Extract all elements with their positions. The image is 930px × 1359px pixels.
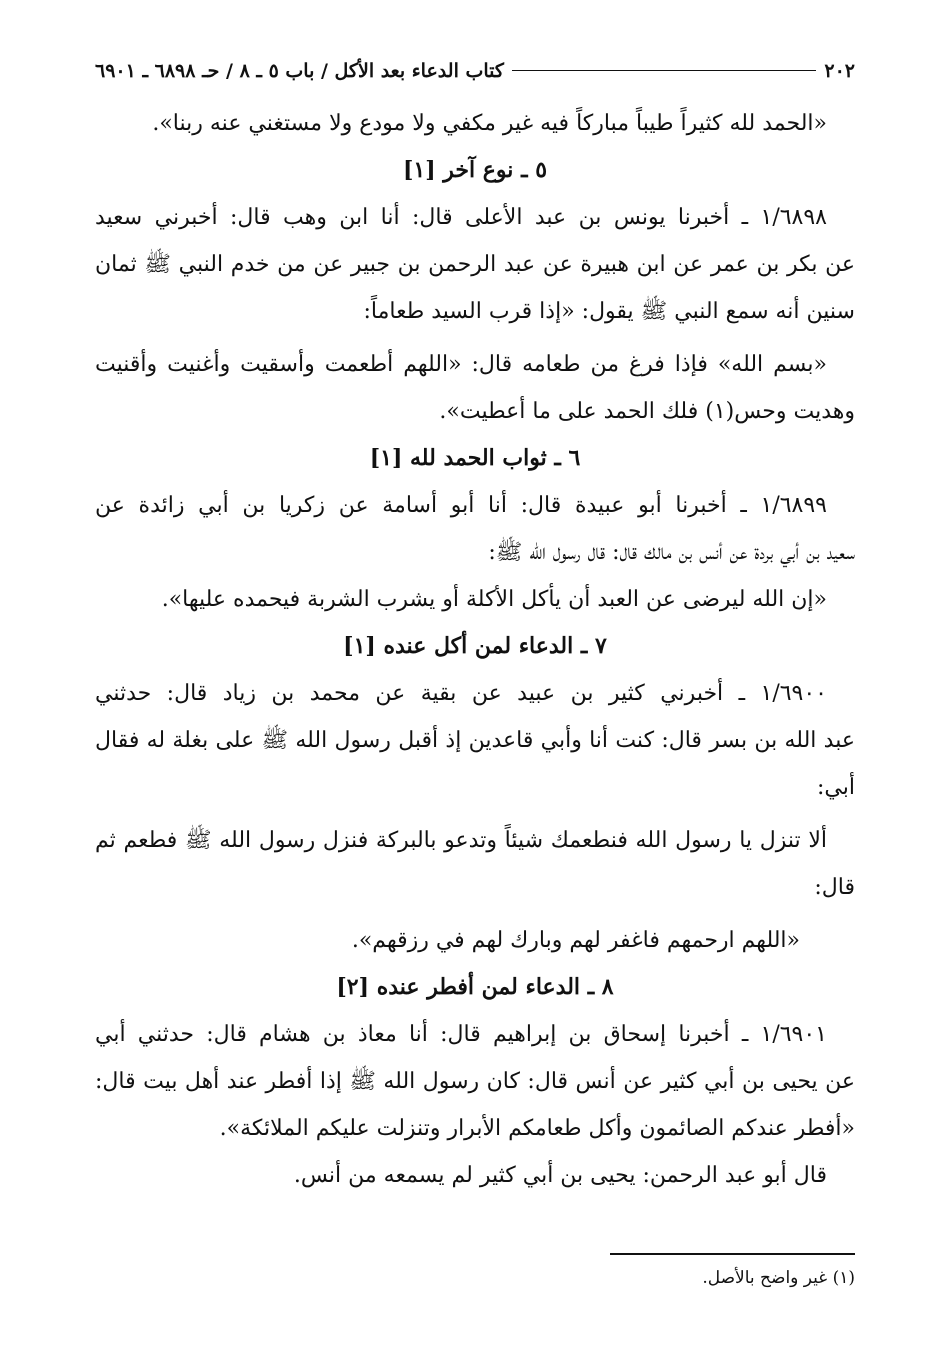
running-header bbox=[95, 60, 855, 94]
footnote-rule bbox=[610, 1253, 855, 1255]
hadith-6900-line: أبي: bbox=[817, 775, 855, 800]
section-heading-6: ٦ ـ ثواب الحمد لله [١] bbox=[369, 445, 581, 471]
hadith-6901-line: «أفطر عندكم الصائمون وأكل طعامكم الأبرار وتنزلت عليكم الملائكة». bbox=[219, 1116, 855, 1141]
hadith-6899-line: ١/٦٨٩٩ ـ أخبرنا أبو عبيدة قال: أنا أبو أسامة عن زكريا بن أبي زائدة عن bbox=[95, 493, 827, 518]
hadith-6900-line: ألا تنزل يا رسول الله فنطعمك شيئاً وتدعو بالبركة فنزل رسول الله ﷺ فطعم ثم bbox=[95, 828, 827, 853]
section-heading-8: ٨ ـ الدعاء لمن أفطر عنده [٢] bbox=[336, 974, 614, 1000]
header-rule bbox=[512, 70, 816, 71]
running-title: كتاب الدعاء بعد الأكل / باب ٥ ـ ٨ / حـ ٦٨٩٨ ـ ٦٩٠١ bbox=[95, 60, 504, 82]
hadith-6899-line: سعيد بن أبي بردة عن أنس بن مالك قال: قال رسول الله ﷺ: bbox=[488, 540, 855, 565]
section-heading-5: ٥ ـ نوع آخر [١] bbox=[402, 157, 548, 183]
hadith-6899-line: «إن الله ليرضى عن العبد أن يأكل الأكلة أو يشرب الشربة فيحمده عليها». bbox=[161, 587, 827, 612]
hadith-6900-line: قال: bbox=[814, 875, 855, 900]
hadith-6898-line: ١/٦٨٩٨ ـ أخبرنا يونس بن عبد الأعلى قال: أنا ابن وهب قال: أخبرني سعيد bbox=[95, 205, 827, 230]
hadith-6900-line: عبد الله بن بسر قال: كنت أنا وأبي قاعدين إذ أقبل رسول الله ﷺ على بغلة له فقال bbox=[95, 728, 855, 753]
hadith-6898-line: سنين أنه سمع النبي ﷺ يقول: «إذا قرب السيد طعاماً: bbox=[363, 299, 855, 324]
text-line: «الحمد لله كثيراً طيباً مباركاً فيه غير مكفي ولا مودع ولا مستغني عنه ربنا». bbox=[152, 111, 827, 136]
hadith-6898-line: عن بكر بن عمر عن ابن هبيرة عن عبد الرحمن بن جبير عن من خدم النبي ﷺ ثمان bbox=[95, 252, 855, 277]
hadith-6901-line: ١/٦٩٠١ ـ أخبرنا إسحاق بن إبراهيم قال: أنا معاذ بن هشام قال: حدثني أبي bbox=[95, 1022, 827, 1047]
footnote: (١) غير واضح بالأصل. bbox=[702, 1268, 855, 1288]
hadith-6900-line: «اللهم ارحمهم فاغفر لهم وبارك لهم في رزقهم». bbox=[351, 928, 800, 953]
hadith-6898-line: وهديت وحس(١) فلك الحمد على ما أعطيت». bbox=[439, 399, 855, 424]
hadith-6901-line: عن يحيى بن أبي كثير عن أنس قال: كان رسول الله ﷺ إذا أفطر عند أهل بيت قال: bbox=[95, 1069, 855, 1094]
section-heading-7: ٧ ـ الدعاء لمن أكل عنده [١] bbox=[343, 633, 607, 659]
author-comment-line: قال أبو عبد الرحمن: يحيى بن أبي كثير لم يسمعه من أنس. bbox=[293, 1163, 827, 1188]
hadith-6898-line: «بسم الله» فإذا فرغ من طعامه قال: «اللهم أطعمت وأسقيت وأغنيت وأقنيت bbox=[95, 352, 827, 377]
hadith-6900-line: ١/٦٩٠٠ ـ أخبرني كثير بن عبيد عن بقية عن محمد بن زياد قال: حدثني bbox=[95, 681, 827, 706]
page-number: ٢٠٢ bbox=[824, 60, 855, 82]
document-page bbox=[95, 60, 855, 1288]
